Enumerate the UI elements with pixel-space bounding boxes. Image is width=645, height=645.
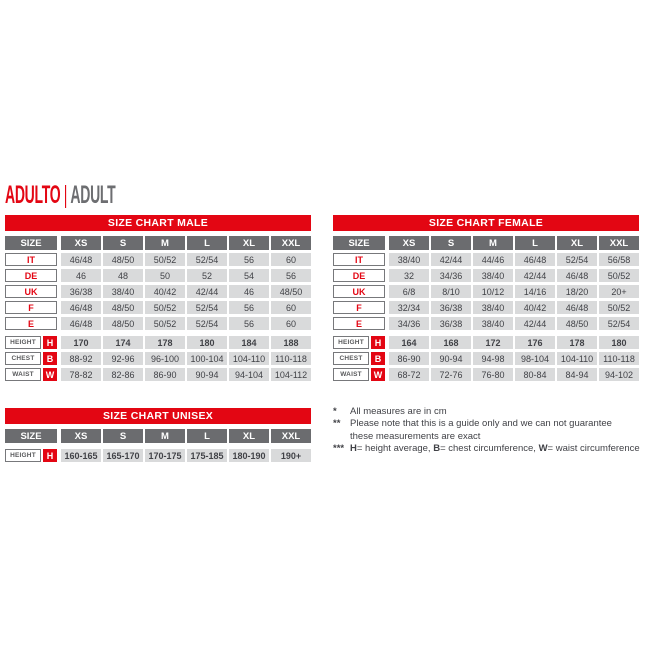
- row-label-de: DE: [333, 269, 385, 282]
- measure-value-cell: 188: [271, 336, 311, 349]
- measure-value-cell: 82-86: [103, 368, 143, 381]
- size-value-cell: 40/42: [515, 301, 555, 314]
- size-value-cell: 46/48: [515, 253, 555, 266]
- unisex-column-header-size: SIZE: [5, 429, 57, 443]
- male-column-header-xl: XL: [229, 236, 269, 250]
- female-column-header-size: SIZE: [333, 236, 385, 250]
- measure-value-cell: 176: [515, 336, 555, 349]
- size-value-cell: 52/54: [187, 317, 227, 330]
- measure-value-cell: 86-90: [389, 352, 429, 365]
- measure-value-cell: 164: [389, 336, 429, 349]
- footnote-legend: [333, 443, 645, 455]
- table-row-female-f: [333, 301, 639, 314]
- measure-value-cell: 178: [557, 336, 597, 349]
- size-value-cell: 46/48: [61, 317, 101, 330]
- measure-value-cell: 78-82: [61, 368, 101, 381]
- measure-value-cell: 168: [431, 336, 471, 349]
- footnote-measures-cm: [333, 406, 645, 418]
- measure-value-cell: 184: [229, 336, 269, 349]
- row-label-uk: UK: [333, 285, 385, 298]
- chest-badge: B: [43, 352, 57, 365]
- footnote-text: [350, 418, 645, 443]
- asterisk-marker: ***: [333, 443, 345, 455]
- legend-b-desc: = chest circumference,: [440, 443, 539, 455]
- size-value-cell: 46: [229, 285, 269, 298]
- legend-h: H: [350, 443, 357, 455]
- measure-value-cell: 84-94: [557, 368, 597, 381]
- page-title-primary: ADULTO: [5, 181, 61, 209]
- size-value-cell: 48/50: [557, 317, 597, 330]
- size-value-cell: 56: [229, 253, 269, 266]
- size-value-cell: 46/48: [61, 253, 101, 266]
- waist-badge: W: [43, 368, 57, 381]
- unisex-column-header-xl: XL: [229, 429, 269, 443]
- size-value-cell: 38/40: [473, 317, 513, 330]
- size-value-cell: 56: [229, 317, 269, 330]
- asterisk-marker: *: [333, 406, 337, 417]
- male-column-header-l: L: [187, 236, 227, 250]
- size-value-cell: 48/50: [103, 253, 143, 266]
- size-value-cell: 40/42: [145, 285, 185, 298]
- measure-value-cell: 180-190: [229, 449, 269, 462]
- size-value-cell: 38/40: [389, 253, 429, 266]
- size-value-cell: 50/52: [599, 269, 639, 282]
- table-row-male-it: [5, 253, 311, 266]
- size-value-cell: 56: [229, 301, 269, 314]
- row-label-e: E: [333, 317, 385, 330]
- measure-value-cell: 165-170: [103, 449, 143, 462]
- height-badge: H: [43, 449, 57, 462]
- footnote-text-line: these measurements are exact: [350, 430, 481, 442]
- table-row-male-f: [5, 301, 311, 314]
- measure-value-cell: 160-165: [61, 449, 101, 462]
- size-value-cell: 46/48: [557, 269, 597, 282]
- row-label-height: HEIGHT: [5, 336, 41, 349]
- female-table-title: SIZE CHART FEMALE: [333, 215, 639, 231]
- size-value-cell: 48/50: [271, 285, 311, 298]
- footnote-text-line: Please note that this is a guide only and we can not guarantee: [350, 418, 612, 430]
- male-column-header-xxl: XXL: [271, 236, 311, 250]
- size-value-cell: 42/44: [431, 253, 471, 266]
- measure-value-cell: 190+: [271, 449, 311, 462]
- row-label-it: IT: [333, 253, 385, 266]
- size-value-cell: 56/58: [599, 253, 639, 266]
- size-chart-unisex-table: [5, 408, 311, 462]
- measure-value-cell: 96-100: [145, 352, 185, 365]
- measure-value-cell: 90-94: [187, 368, 227, 381]
- row-label-waist: WAIST: [333, 368, 369, 381]
- size-value-cell: 14/16: [515, 285, 555, 298]
- male-column-header-m: M: [145, 236, 185, 250]
- size-value-cell: 48/50: [103, 317, 143, 330]
- table-row-male-waist: [5, 368, 311, 381]
- size-value-cell: 34/36: [389, 317, 429, 330]
- size-value-cell: 52/54: [187, 301, 227, 314]
- size-value-cell: 42/44: [515, 317, 555, 330]
- waist-badge: W: [371, 368, 385, 381]
- size-value-cell: 60: [271, 317, 311, 330]
- measure-value-cell: 174: [103, 336, 143, 349]
- table-row-male-e: [5, 317, 311, 330]
- size-value-cell: 18/20: [557, 285, 597, 298]
- size-value-cell: 52/54: [557, 253, 597, 266]
- female-column-header-xxl: XXL: [599, 236, 639, 250]
- table-row-female-de: [333, 269, 639, 282]
- page-title-secondary: ADULT: [70, 181, 116, 209]
- size-value-cell: 36/38: [431, 317, 471, 330]
- measure-value-cell: 170: [61, 336, 101, 349]
- size-value-cell: 46/48: [557, 301, 597, 314]
- page-title-separator: |: [63, 181, 68, 209]
- male-header-row: [5, 236, 311, 250]
- measure-value-cell: 92-96: [103, 352, 143, 365]
- size-value-cell: 38/40: [473, 269, 513, 282]
- table-row-female-chest: [333, 352, 639, 365]
- footnote-text: All measures are in cm: [350, 406, 447, 417]
- measure-value-cell: 98-104: [515, 352, 555, 365]
- size-value-cell: 50/52: [145, 301, 185, 314]
- footnote-guide-only: [333, 418, 645, 443]
- legend-h-desc: = height average,: [356, 443, 434, 455]
- size-value-cell: 56: [271, 269, 311, 282]
- size-value-cell: 36/38: [431, 301, 471, 314]
- measure-value-cell: 88-92: [61, 352, 101, 365]
- size-value-cell: 52/54: [599, 317, 639, 330]
- size-value-cell: 50: [145, 269, 185, 282]
- page-title: [5, 181, 115, 210]
- size-value-cell: 46: [61, 269, 101, 282]
- unisex-column-header-s: S: [103, 429, 143, 443]
- size-value-cell: 46/48: [61, 301, 101, 314]
- size-value-cell: 50/52: [145, 253, 185, 266]
- table-row-female-waist: [333, 368, 639, 381]
- female-column-header-m: M: [473, 236, 513, 250]
- legend-w-desc: = waist circumference: [547, 443, 640, 455]
- unisex-column-header-xs: XS: [61, 429, 101, 443]
- size-value-cell: 60: [271, 253, 311, 266]
- size-chart-male-table: [5, 215, 311, 381]
- measure-value-cell: 90-94: [431, 352, 471, 365]
- row-label-chest: CHEST: [333, 352, 369, 365]
- measure-value-cell: 110-118: [271, 352, 311, 365]
- table-row-female-uk: [333, 285, 639, 298]
- table-row-female-it: [333, 253, 639, 266]
- footnotes: [333, 406, 645, 456]
- female-column-header-xl: XL: [557, 236, 597, 250]
- size-value-cell: 34/36: [431, 269, 471, 282]
- measure-value-cell: 110-118: [599, 352, 639, 365]
- size-chart-female-table: [333, 215, 639, 381]
- measure-value-cell: 178: [145, 336, 185, 349]
- male-column-header-s: S: [103, 236, 143, 250]
- male-column-header-xs: XS: [61, 236, 101, 250]
- size-value-cell: 42/44: [515, 269, 555, 282]
- size-value-cell: 50/52: [145, 317, 185, 330]
- measure-value-cell: 94-102: [599, 368, 639, 381]
- row-label-f: F: [333, 301, 385, 314]
- table-row-male-chest: [5, 352, 311, 365]
- female-column-header-l: L: [515, 236, 555, 250]
- row-label-height: HEIGHT: [5, 449, 41, 462]
- unisex-header-row: [5, 429, 311, 443]
- size-value-cell: 54: [229, 269, 269, 282]
- size-value-cell: 32: [389, 269, 429, 282]
- unisex-column-header-xxl: XXL: [271, 429, 311, 443]
- size-value-cell: 38/40: [473, 301, 513, 314]
- chest-badge: B: [371, 352, 385, 365]
- measure-value-cell: 180: [599, 336, 639, 349]
- row-label-it: IT: [5, 253, 57, 266]
- size-value-cell: 8/10: [431, 285, 471, 298]
- size-value-cell: 42/44: [187, 285, 227, 298]
- male-column-header-size: SIZE: [5, 236, 57, 250]
- unisex-column-header-l: L: [187, 429, 227, 443]
- measure-value-cell: 170-175: [145, 449, 185, 462]
- height-badge: H: [43, 336, 57, 349]
- measure-value-cell: 100-104: [187, 352, 227, 365]
- table-row-male-uk: [5, 285, 311, 298]
- size-value-cell: 48/50: [103, 301, 143, 314]
- size-value-cell: 10/12: [473, 285, 513, 298]
- footnote-text: [350, 443, 645, 455]
- measure-value-cell: 104-110: [557, 352, 597, 365]
- measure-value-cell: 76-80: [473, 368, 513, 381]
- measure-value-cell: 72-76: [431, 368, 471, 381]
- legend-w: W: [538, 443, 548, 455]
- size-value-cell: 52: [187, 269, 227, 282]
- row-label-e: E: [5, 317, 57, 330]
- row-label-uk: UK: [5, 285, 57, 298]
- size-value-cell: 52/54: [187, 253, 227, 266]
- table-row-male-de: [5, 269, 311, 282]
- size-value-cell: 50/52: [599, 301, 639, 314]
- row-label-f: F: [5, 301, 57, 314]
- measure-value-cell: 172: [473, 336, 513, 349]
- measure-value-cell: 94-104: [229, 368, 269, 381]
- legend-b: B: [433, 443, 441, 455]
- female-column-header-s: S: [431, 236, 471, 250]
- table-row-female-e: [333, 317, 639, 330]
- size-value-cell: 36/38: [61, 285, 101, 298]
- row-label-height: HEIGHT: [333, 336, 369, 349]
- size-value-cell: 48: [103, 269, 143, 282]
- size-value-cell: 44/46: [473, 253, 513, 266]
- size-value-cell: 20+: [599, 285, 639, 298]
- measure-value-cell: 68-72: [389, 368, 429, 381]
- unisex-table-title: SIZE CHART UNISEX: [5, 408, 311, 424]
- table-row-female-height: [333, 336, 639, 349]
- size-value-cell: 6/8: [389, 285, 429, 298]
- female-column-header-xs: XS: [389, 236, 429, 250]
- measure-value-cell: 104-112: [271, 368, 311, 381]
- male-table-title: SIZE CHART MALE: [5, 215, 311, 231]
- measure-value-cell: 86-90: [145, 368, 185, 381]
- row-label-waist: WAIST: [5, 368, 41, 381]
- size-value-cell: 60: [271, 301, 311, 314]
- measure-value-cell: 80-84: [515, 368, 555, 381]
- table-row-unisex-height: [5, 449, 311, 462]
- measure-value-cell: 104-110: [229, 352, 269, 365]
- height-badge: H: [371, 336, 385, 349]
- row-label-de: DE: [5, 269, 57, 282]
- measure-value-cell: 180: [187, 336, 227, 349]
- unisex-column-header-m: M: [145, 429, 185, 443]
- size-value-cell: 38/40: [103, 285, 143, 298]
- table-row-male-height: [5, 336, 311, 349]
- measure-value-cell: 175-185: [187, 449, 227, 462]
- size-value-cell: 32/34: [389, 301, 429, 314]
- female-header-row: [333, 236, 639, 250]
- measure-value-cell: 94-98: [473, 352, 513, 365]
- asterisk-marker: **: [333, 418, 341, 430]
- row-label-chest: CHEST: [5, 352, 41, 365]
